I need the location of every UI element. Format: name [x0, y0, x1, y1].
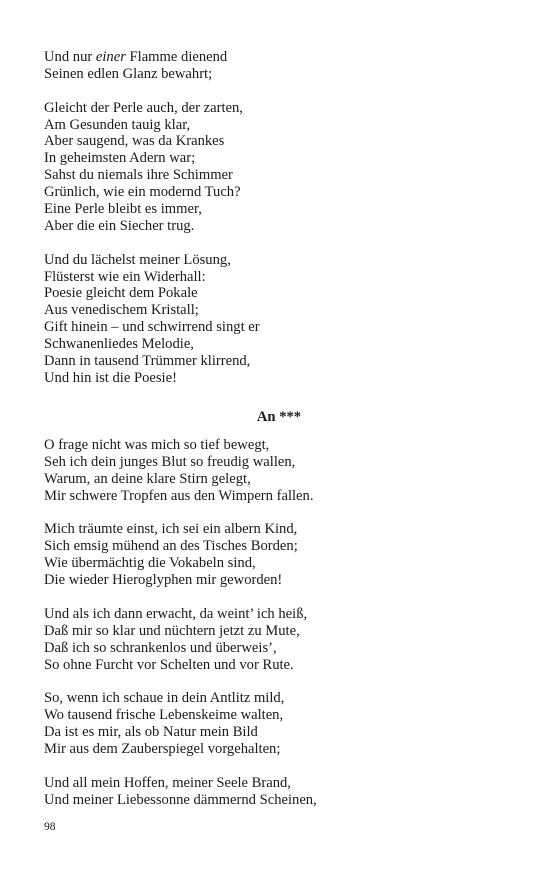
verse-line: Dann in tausend Trümmer klirrend,	[44, 353, 251, 370]
verse-line: Wie übermächtig die Vokabeln sind,	[44, 555, 256, 572]
verse-line: Seh ich dein junges Blut so freudig wallen,	[44, 453, 296, 470]
verse-text: Und nur	[44, 49, 96, 65]
verse-line: Daß ich so schrankenlos und überweis’,	[44, 639, 277, 656]
emphasized-word: einer	[95, 49, 126, 65]
verse-line: Daß mir so klar und nüchtern jetzt zu Mute,	[44, 622, 300, 639]
stanza-4	[44, 690, 317, 758]
verse-line: Wo tausend frische Lebenskeime walten,	[44, 707, 284, 724]
stanza-1	[44, 437, 317, 505]
stanza-5	[44, 775, 317, 809]
poem-title: An ***	[256, 409, 302, 425]
verse-line: Mir aus dem Zauberspiegel vorgehalten;	[44, 741, 281, 758]
verse-line: Schwanenliedes Melodie,	[44, 336, 194, 353]
stanza-2	[44, 521, 317, 589]
verse-line	[44, 49, 514, 66]
verse-line: Und du lächelst meiner Lösung,	[44, 251, 231, 268]
verse-line: Warum, an deine klare Stirn gelegt,	[44, 470, 251, 487]
verse-line: Mir schwere Tropfen aus den Wimpern fallen.	[44, 487, 314, 504]
stanza-2	[44, 100, 514, 235]
stanza-3	[44, 606, 317, 674]
verse-line: O frage nicht was mich so tief bewegt,	[44, 437, 270, 453]
verse-line: Flüsterst wie ein Widerhall:	[44, 268, 206, 285]
verse-line: Mich träumte einst, ich sei ein albern Kind,	[44, 521, 298, 538]
verse-text: Flamme dienend	[125, 49, 228, 65]
verse-line: Aber saugend, was da Krankes	[44, 133, 225, 150]
verse-line: Seinen edlen Glanz bewahrt;	[44, 65, 213, 82]
verse-line: Grünlich, wie ein modernd Tuch?	[44, 184, 241, 201]
verse-line: Eine Perle bleibt es immer,	[44, 201, 202, 218]
page-number: 98	[44, 821, 56, 833]
verse-line: So, wenn ich schaue in dein Antlitz mild,	[44, 690, 285, 707]
verse-line: Am Gesunden tauig klar,	[44, 116, 191, 133]
verse-line: Und als ich dann erwacht, da weint’ ich heiß,	[44, 605, 308, 622]
verse-line: Aber die ein Siecher trug.	[44, 217, 195, 234]
verse-line: Die wieder Hieroglyphen mir geworden!	[44, 572, 283, 589]
verse-line: So ohne Furcht vor Schelten und vor Rute.	[44, 656, 294, 673]
page-content	[44, 49, 514, 808]
verse-line: Da ist es mir, als ob Natur mein Bild	[44, 724, 258, 741]
poem-an	[44, 437, 317, 825]
stanza-1	[44, 49, 514, 83]
verse-line: Und all mein Hoffen, meiner Seele Brand,	[44, 774, 291, 791]
verse-line: Und meiner Liebessonne dämmernd Scheinen,	[44, 791, 317, 808]
verse-line: Gleicht der Perle auch, der zarten,	[44, 99, 243, 116]
poem-continuation	[44, 49, 514, 387]
verse-line: Poesie gleicht dem Pokale	[44, 285, 198, 302]
verse-line: Gift hinein – und schwirrend singt er	[44, 319, 260, 336]
stanza-3	[44, 252, 514, 387]
verse-line: In geheimsten Adern war;	[44, 150, 196, 167]
verse-line: Aus venedischem Kristall;	[44, 302, 199, 319]
verse-line: Und hin ist die Poesie!	[44, 369, 177, 386]
verse-line: Sahst du niemals ihre Schimmer	[44, 167, 233, 184]
verse-line: Sich emsig mühend an des Tisches Borden;	[44, 538, 298, 555]
